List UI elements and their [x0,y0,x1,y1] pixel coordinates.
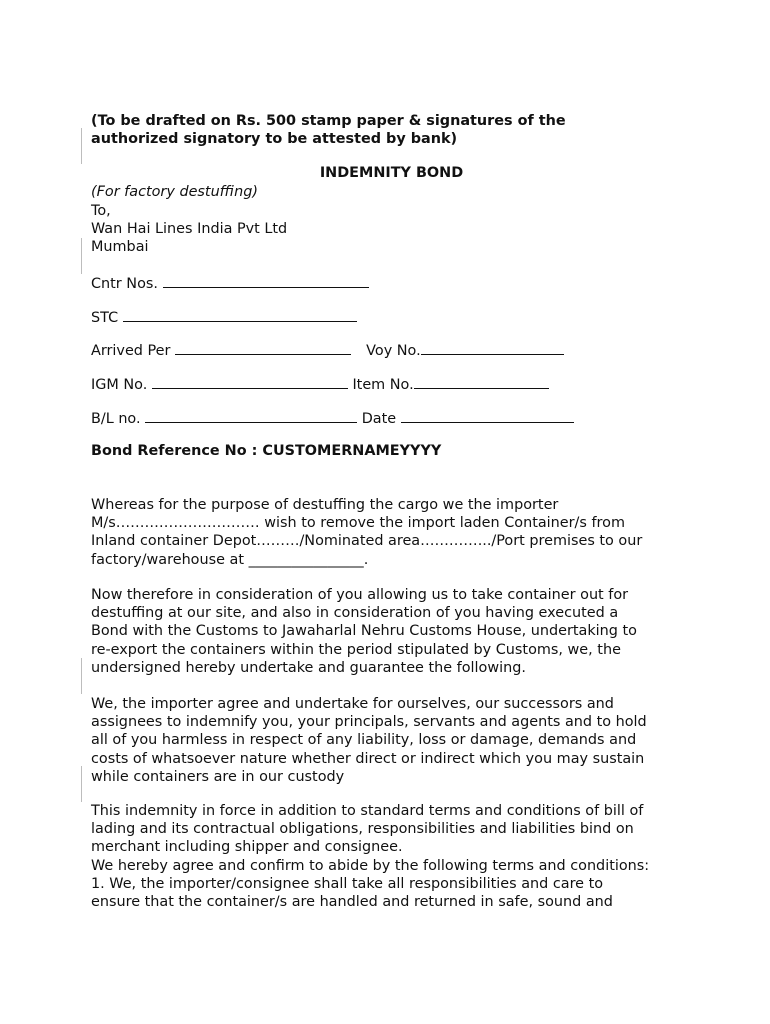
paragraph-line: destuffing at our site, and also in consideration of you having executed a [91,605,619,622]
paragraph-line: re-export the containers within the period stipulated by Customs, we, the [91,641,621,658]
paragraph-line: ensure that the container/s are handled and returned in safe, sound and [91,894,613,911]
cntr-nos-label: Cntr Nos. [91,276,158,292]
addressee-to: To, [91,203,111,219]
stc-label: STC [91,310,119,326]
bl-no-blank[interactable] [145,409,357,423]
igm-item-row [91,375,549,394]
igm-no-blank[interactable] [152,375,348,389]
stc-row [91,308,357,327]
date-label: Date [361,411,397,427]
paragraph-consideration [91,586,691,677]
paragraph-line: We hereby agree and confirm to abide by the following terms and conditions: [91,857,650,874]
paragraph-line: M/s………………………… wish to remove the import laden Container/s from [91,515,625,532]
cntr-nos-blank[interactable] [163,274,369,288]
cntr-nos-row [91,274,369,293]
paragraph-line: undersigned hereby undertake and guarantee the following. [91,659,526,676]
paragraph-terms [91,802,691,911]
margin-mark [81,658,82,694]
document-title: INDEMNITY BOND [319,165,464,181]
paragraph-line: merchant including shipper and consignee. [91,839,403,856]
paragraph-indemnify [91,695,691,786]
arrived-voy-row [91,341,564,360]
item-no-blank[interactable] [414,375,549,389]
paragraph-line: factory/warehouse at ________________. [91,551,369,568]
paragraph-line: Inland container Depot………/Nominated area………….../Port premises to our [91,533,643,550]
date-blank[interactable] [401,409,574,423]
paragraph-line: Bond with the Customs to Jawaharlal Nehru Customs House, undertaking to [91,623,637,640]
bl-date-row [91,409,574,428]
paragraph-line: Now therefore in consideration of you allowing us to take container out for [91,587,629,603]
addressee-city: Mumbai [91,239,149,255]
arrived-per-label: Arrived Per [91,343,171,359]
igm-no-label: IGM No. [91,377,148,393]
arrived-per-blank[interactable] [175,341,351,355]
document-subtitle: (For factory destuffing) [91,184,258,200]
item-no-label: Item No. [352,377,414,393]
paragraph-line: while containers are in our custody [91,768,345,785]
voy-no-blank[interactable] [421,341,564,355]
paragraph-line: 1. We, the importer/consignee shall take all responsibilities and care to [91,875,604,892]
stamp-paper-instruction-line-1: (To be drafted on Rs. 500 stamp paper & signatures of the [91,113,566,129]
paragraph-line: all of you harmless in respect of any liability, loss or damage, demands and [91,732,637,749]
paragraph-line: This indemnity in force in addition to standard terms and conditions of bill of [91,803,644,819]
bl-no-label: B/L no. [91,411,141,427]
paragraph-line: We, the importer agree and undertake for ourselves, our successors and [91,696,614,712]
bond-reference: Bond Reference No : CUSTOMERNAMEYYYY [91,443,442,459]
addressee-company: Wan Hai Lines India Pvt Ltd [91,221,288,237]
stamp-paper-instruction-line-2: authorized signatory to be attested by bank) [91,131,458,147]
voy-no-label: Voy No. [366,343,421,359]
margin-mark [81,766,82,802]
margin-mark [81,238,82,274]
paragraph-line: lading and its contractual obligations, responsibilities and liabilities bind on [91,821,634,838]
margin-mark [81,128,82,164]
paragraph-line: assignees to indemnify you, your principals, servants and agents and to hold [91,714,647,731]
paragraph-destuffing-purpose [91,496,691,569]
paragraph-line: Whereas for the purpose of destuffing the cargo we the importer [91,497,559,513]
paragraph-line: costs of whatsoever nature whether direct or indirect which you may sustain [91,750,645,767]
stc-blank[interactable] [123,308,357,322]
